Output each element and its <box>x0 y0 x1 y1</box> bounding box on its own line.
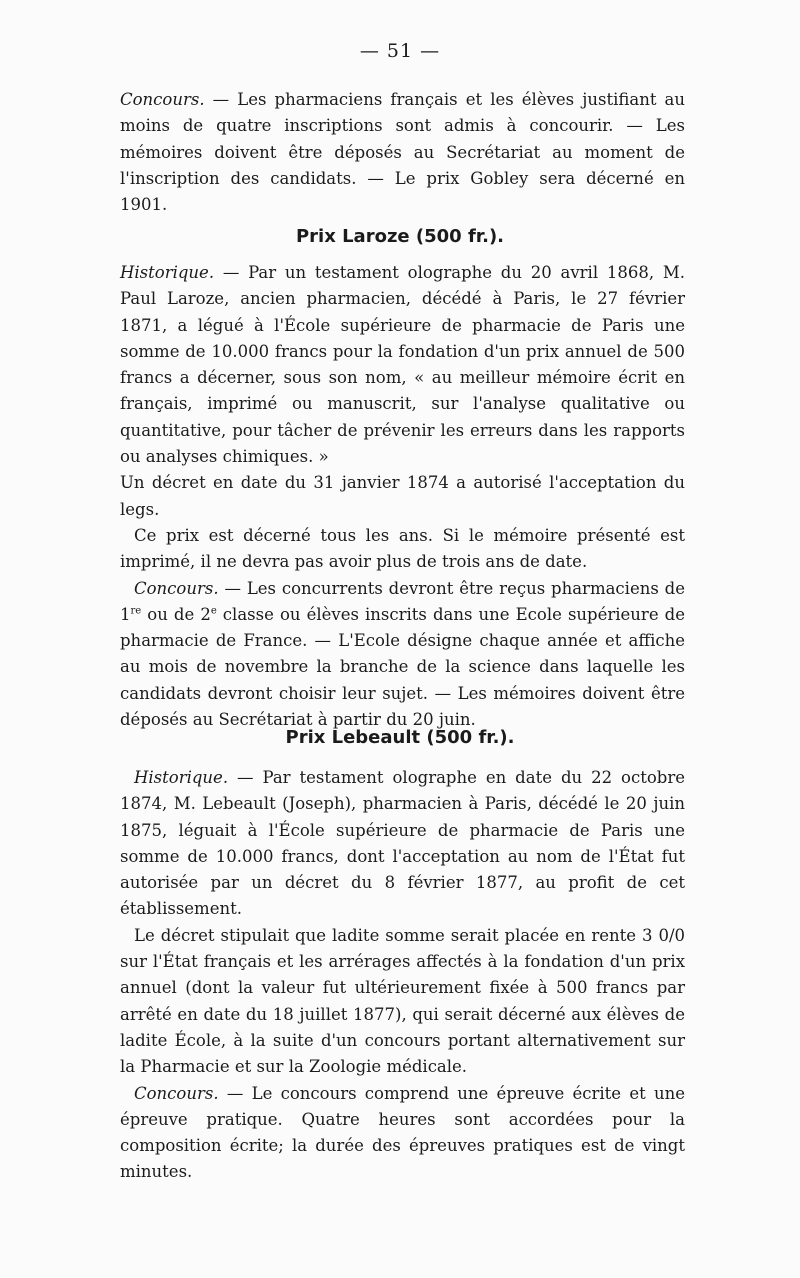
laroze-historique-text: — Par un testament olographe du 20 avril 1868, M. Paul Laroze, ancien pharmacien, décédé à Paris, le 27 février 1871, a légué à l'École supérieure de pharmacie de Paris une somme de 10.000 francs pour la fondation d'un prix annuel de 500 francs a décerner, sous son nom, « au meilleur mémoire écrit en français, imprimé ou manuscrit, sur l'analyse qualitative ou quantitative, pour tâcher de prévenir les erreurs dans les rapports ou analyses chimiques. » <box>120 263 685 467</box>
prix-laroze-title: Prix Laroze (500 fr.). <box>295 226 505 247</box>
prix-lebeault-section <box>120 765 685 1186</box>
page-number: — 51 — <box>359 40 441 62</box>
laroze-concours-paragraph <box>120 576 685 734</box>
lebeault-concours-label: Concours. <box>134 1083 219 1103</box>
laroze-concours-text-b: ou de 2 <box>141 604 211 624</box>
lebeault-concours-paragraph <box>120 1081 685 1186</box>
prix-laroze-section <box>120 260 685 733</box>
lebeault-decret-paragraph: Le décret stipulait que ladite somme serait placée en rente 3 0/0 sur l'État français et les arrérages affectés à la fondation d'un prix annuel (dont la valeur fut ultérieurement fixée à 500 francs par arrêté en date du 18 juillet 1877), qui serait décerné aux élèves de ladite École, à la suite d'un concours portant alternativement sur la Pharmacie et sur la Zoologie médicale. <box>120 925 685 1077</box>
laroze-concours-text-c: classe ou élèves inscrits dans une Ecole supérieure de pharmacie de France. — L'Ecole désigne chaque année et affiche au mois de novembre la branche de la science dans laquelle les candidats devront choisir leur sujet. — Les mémoires doivent être déposés au Secrétariat à partir du 20 juin. <box>120 604 685 730</box>
lebeault-historique-label: Historique. <box>134 768 229 787</box>
intro-paragraph <box>120 87 685 218</box>
prix-lebeault-title: Prix Lebeault (500 fr.). <box>285 727 515 748</box>
laroze-concours-text-a: — Les concurrents devront être reçus pharmaciens de 1 <box>120 578 685 624</box>
laroze-decret-paragraph: Un décret en date du 31 janvier 1874 a autorisé l'acceptation du legs. <box>120 473 685 519</box>
laroze-concours-sup-e: e <box>210 605 217 617</box>
intro-concours-label: Concours. <box>120 90 205 109</box>
laroze-historique-paragraph <box>120 260 685 470</box>
laroze-annuel-paragraph: Ce prix est décerné tous les ans. Si le mémoire présenté est imprimé, il ne devra pas avoir plus de trois ans de date. <box>120 525 685 572</box>
intro-section <box>120 87 685 218</box>
laroze-concours-sup-re: re <box>130 605 142 617</box>
lebeault-concours-text: — Le concours comprend une épreuve écrite et une épreuve pratique. Quatre heures sont accordées pour la composition écrite; la durée des épreuves pratiques est de vingt minutes. <box>120 1083 685 1182</box>
lebeault-historique-text: — Par testament olographe en date du 22 octobre 1874, M. Lebeault (Joseph), pharmacien à Paris, décédé le 20 juin 1875, léguait à l'École supérieure de pharmacie de Paris une somme de 10.000 francs, dont l'acceptation au nom de l'État fut autorisée par un décret du 8 février 1877, au profit de cet établissement. <box>120 768 685 919</box>
laroze-concours-label: Concours. <box>134 578 219 598</box>
lebeault-historique-paragraph <box>120 765 685 923</box>
laroze-historique-label: Historique. <box>120 263 215 282</box>
intro-concours-text: — Les pharmaciens français et les élèves justifiant au moins de quatre inscriptions sont admis à concourir. — Les mémoires doivent être déposés au Secrétariat au moment de l'inscription des candidats. — Le prix Gobley sera décerné en 1901. <box>120 90 685 215</box>
